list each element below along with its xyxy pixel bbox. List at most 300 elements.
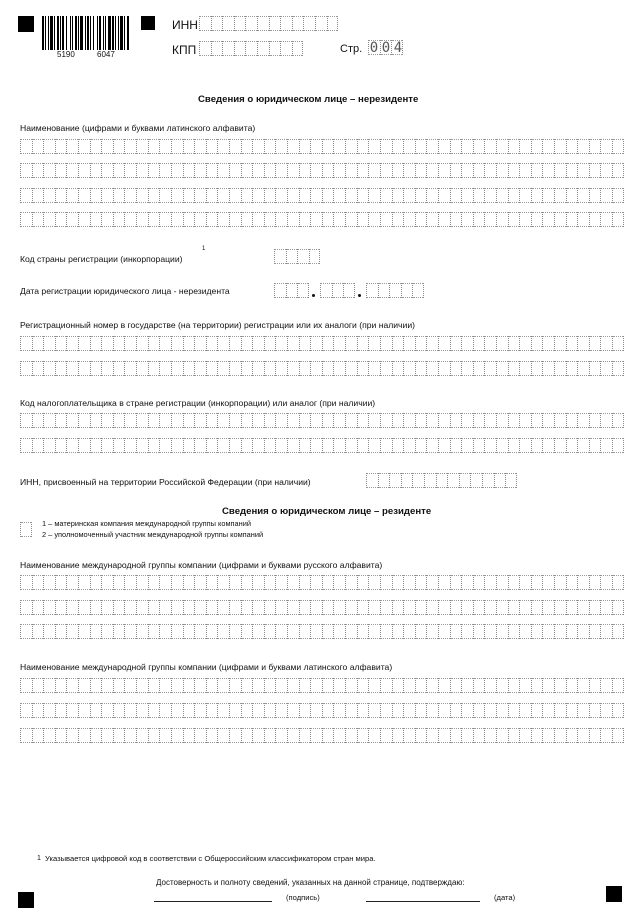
input-cell[interactable] xyxy=(461,438,473,453)
input-cell[interactable] xyxy=(322,624,334,639)
input-cell[interactable] xyxy=(217,413,229,428)
input-cell[interactable] xyxy=(519,438,531,453)
input-cell[interactable] xyxy=(206,575,218,590)
input-cell[interactable] xyxy=(368,728,380,743)
name-latin-row-3[interactable] xyxy=(20,188,624,203)
input-cell[interactable] xyxy=(252,163,264,178)
input-cell[interactable] xyxy=(55,139,67,154)
input-cell[interactable] xyxy=(600,361,612,376)
input-cell[interactable] xyxy=(66,212,78,227)
input-cell[interactable] xyxy=(275,575,287,590)
input-cell[interactable] xyxy=(380,624,392,639)
input-cell[interactable] xyxy=(183,624,195,639)
input-cell[interactable] xyxy=(90,678,102,693)
input-cell[interactable] xyxy=(124,600,136,615)
input-cell[interactable] xyxy=(183,728,195,743)
input-cell[interactable] xyxy=(32,139,44,154)
input-cell[interactable] xyxy=(310,703,322,718)
input-cell[interactable] xyxy=(229,336,241,351)
input-cell[interactable] xyxy=(20,139,32,154)
input-cell[interactable] xyxy=(496,413,508,428)
input-cell[interactable] xyxy=(310,361,322,376)
input-cell[interactable] xyxy=(136,728,148,743)
input-cell[interactable] xyxy=(589,188,601,203)
input-cell[interactable] xyxy=(612,728,624,743)
input-cell[interactable] xyxy=(496,438,508,453)
input-cell[interactable] xyxy=(392,413,404,428)
input-cell[interactable] xyxy=(392,703,404,718)
input-cell[interactable] xyxy=(589,139,601,154)
input-cell[interactable] xyxy=(484,139,496,154)
input-cell[interactable] xyxy=(484,624,496,639)
input-cell[interactable] xyxy=(566,600,578,615)
input-cell[interactable] xyxy=(217,163,229,178)
input-cell[interactable] xyxy=(392,575,404,590)
input-cell[interactable] xyxy=(101,413,113,428)
input-cell[interactable] xyxy=(531,413,543,428)
input-cell[interactable] xyxy=(217,624,229,639)
input-cell[interactable] xyxy=(299,728,311,743)
input-cell[interactable] xyxy=(333,438,345,453)
input-cell[interactable] xyxy=(392,438,404,453)
input-cell[interactable] xyxy=(554,212,566,227)
input-cell[interactable] xyxy=(426,188,438,203)
input-cell[interactable] xyxy=(496,336,508,351)
input-cell[interactable] xyxy=(66,139,78,154)
input-cell[interactable] xyxy=(519,624,531,639)
resident-type-field[interactable] xyxy=(20,522,32,537)
input-cell[interactable] xyxy=(32,438,44,453)
input-cell[interactable] xyxy=(124,163,136,178)
input-cell[interactable] xyxy=(519,139,531,154)
input-cell[interactable] xyxy=(136,212,148,227)
input-cell[interactable] xyxy=(124,361,136,376)
input-cell[interactable] xyxy=(322,438,334,453)
input-cell[interactable] xyxy=(148,624,160,639)
input-cell[interactable] xyxy=(20,624,32,639)
input-cell[interactable] xyxy=(43,678,55,693)
input-cell[interactable] xyxy=(333,703,345,718)
signature-line[interactable] xyxy=(154,901,272,902)
input-cell[interactable] xyxy=(297,249,309,264)
input-cell[interactable] xyxy=(171,413,183,428)
input-cell[interactable] xyxy=(217,703,229,718)
input-cell[interactable] xyxy=(415,139,427,154)
input-cell[interactable] xyxy=(66,361,78,376)
input-cell[interactable] xyxy=(78,336,90,351)
input-cell[interactable] xyxy=(496,139,508,154)
reg-date-month[interactable] xyxy=(320,283,355,298)
input-cell[interactable] xyxy=(299,336,311,351)
input-cell[interactable] xyxy=(287,575,299,590)
input-cell[interactable] xyxy=(461,336,473,351)
input-cell[interactable] xyxy=(171,703,183,718)
input-cell[interactable] xyxy=(78,163,90,178)
input-cell[interactable] xyxy=(438,361,450,376)
input-cell[interactable] xyxy=(55,163,67,178)
input-cell[interactable] xyxy=(461,413,473,428)
input-cell[interactable] xyxy=(450,212,462,227)
input-cell[interactable] xyxy=(206,188,218,203)
input-cell[interactable] xyxy=(322,703,334,718)
input-cell[interactable] xyxy=(473,139,485,154)
input-cell[interactable] xyxy=(484,413,496,428)
input-cell[interactable] xyxy=(482,473,494,488)
input-cell[interactable] xyxy=(333,336,345,351)
input-cell[interactable] xyxy=(577,600,589,615)
input-cell[interactable] xyxy=(380,728,392,743)
input-cell[interactable] xyxy=(90,624,102,639)
input-cell[interactable] xyxy=(310,212,322,227)
input-cell[interactable] xyxy=(473,336,485,351)
input-cell[interactable] xyxy=(368,438,380,453)
input-cell[interactable] xyxy=(101,163,113,178)
input-cell[interactable] xyxy=(159,728,171,743)
input-cell[interactable] xyxy=(473,728,485,743)
input-cell[interactable] xyxy=(55,600,67,615)
input-cell[interactable] xyxy=(287,413,299,428)
input-cell[interactable] xyxy=(368,163,380,178)
input-cell[interactable] xyxy=(241,703,253,718)
input-cell[interactable] xyxy=(280,41,292,56)
input-cell[interactable] xyxy=(252,575,264,590)
input-cell[interactable] xyxy=(183,678,195,693)
input-cell[interactable] xyxy=(589,413,601,428)
input-cell[interactable] xyxy=(426,438,438,453)
input-cell[interactable] xyxy=(368,600,380,615)
input-cell[interactable] xyxy=(113,139,125,154)
input-cell[interactable] xyxy=(333,728,345,743)
input-cell[interactable] xyxy=(531,624,543,639)
input-cell[interactable] xyxy=(148,575,160,590)
input-cell[interactable] xyxy=(450,600,462,615)
input-cell[interactable] xyxy=(159,139,171,154)
input-cell[interactable] xyxy=(566,212,578,227)
input-cell[interactable] xyxy=(148,361,160,376)
input-cell[interactable] xyxy=(55,728,67,743)
input-cell[interactable] xyxy=(438,600,450,615)
input-cell[interactable] xyxy=(206,728,218,743)
input-cell[interactable] xyxy=(589,575,601,590)
input-cell[interactable] xyxy=(322,413,334,428)
input-cell[interactable] xyxy=(217,336,229,351)
input-cell[interactable] xyxy=(241,575,253,590)
input-cell[interactable] xyxy=(357,728,369,743)
input-cell[interactable] xyxy=(473,438,485,453)
input-cell[interactable] xyxy=(531,212,543,227)
input-cell[interactable] xyxy=(90,212,102,227)
input-cell[interactable] xyxy=(494,473,506,488)
input-cell[interactable] xyxy=(380,438,392,453)
input-cell[interactable] xyxy=(554,703,566,718)
input-cell[interactable] xyxy=(345,361,357,376)
input-cell[interactable] xyxy=(415,336,427,351)
input-cell[interactable] xyxy=(345,575,357,590)
input-cell[interactable] xyxy=(600,624,612,639)
input-cell[interactable] xyxy=(55,361,67,376)
inn-rf-field[interactable] xyxy=(366,473,517,488)
input-cell[interactable] xyxy=(484,163,496,178)
input-cell[interactable] xyxy=(299,188,311,203)
input-cell[interactable] xyxy=(32,361,44,376)
input-cell[interactable] xyxy=(508,703,520,718)
input-cell[interactable] xyxy=(531,336,543,351)
input-cell[interactable] xyxy=(90,600,102,615)
input-cell[interactable] xyxy=(287,361,299,376)
input-cell[interactable] xyxy=(508,361,520,376)
input-cell[interactable] xyxy=(345,678,357,693)
input-cell[interactable] xyxy=(380,139,392,154)
input-cell[interactable] xyxy=(217,728,229,743)
input-cell[interactable] xyxy=(194,139,206,154)
input-cell[interactable] xyxy=(171,361,183,376)
input-cell[interactable] xyxy=(55,575,67,590)
input-cell[interactable] xyxy=(241,438,253,453)
input-cell[interactable] xyxy=(90,575,102,590)
reg-date-day[interactable] xyxy=(274,283,309,298)
input-cell[interactable] xyxy=(310,413,322,428)
input-cell[interactable] xyxy=(577,188,589,203)
input-cell[interactable] xyxy=(287,438,299,453)
input-cell[interactable] xyxy=(113,413,125,428)
input-cell[interactable] xyxy=(322,575,334,590)
input-cell[interactable] xyxy=(612,212,624,227)
input-cell[interactable] xyxy=(101,624,113,639)
input-cell[interactable] xyxy=(496,678,508,693)
input-cell[interactable] xyxy=(415,728,427,743)
input-cell[interactable] xyxy=(310,188,322,203)
input-cell[interactable] xyxy=(412,473,424,488)
input-cell[interactable] xyxy=(438,678,450,693)
input-cell[interactable] xyxy=(415,678,427,693)
input-cell[interactable] xyxy=(438,212,450,227)
input-cell[interactable] xyxy=(252,624,264,639)
input-cell[interactable] xyxy=(403,139,415,154)
input-cell[interactable] xyxy=(206,678,218,693)
input-cell[interactable] xyxy=(234,41,246,56)
input-cell[interactable] xyxy=(461,600,473,615)
input-cell[interactable] xyxy=(566,336,578,351)
input-cell[interactable] xyxy=(426,575,438,590)
input-cell[interactable] xyxy=(589,678,601,693)
input-cell[interactable] xyxy=(519,336,531,351)
input-cell[interactable] xyxy=(368,575,380,590)
input-cell[interactable] xyxy=(43,728,55,743)
input-cell[interactable] xyxy=(542,624,554,639)
input-cell[interactable] xyxy=(473,212,485,227)
input-cell[interactable] xyxy=(310,678,322,693)
input-cell[interactable] xyxy=(299,703,311,718)
input-cell[interactable] xyxy=(600,212,612,227)
input-cell[interactable] xyxy=(508,678,520,693)
input-cell[interactable] xyxy=(484,703,496,718)
input-cell[interactable] xyxy=(542,600,554,615)
input-cell[interactable] xyxy=(299,678,311,693)
input-cell[interactable] xyxy=(519,212,531,227)
input-cell[interactable] xyxy=(287,336,299,351)
input-cell[interactable] xyxy=(217,361,229,376)
input-cell[interactable] xyxy=(542,438,554,453)
input-cell[interactable] xyxy=(403,212,415,227)
input-cell[interactable] xyxy=(264,624,276,639)
input-cell[interactable] xyxy=(43,624,55,639)
input-cell[interactable] xyxy=(229,575,241,590)
input-cell[interactable] xyxy=(32,212,44,227)
input-cell[interactable] xyxy=(159,163,171,178)
input-cell[interactable] xyxy=(78,188,90,203)
input-cell[interactable] xyxy=(496,188,508,203)
input-cell[interactable] xyxy=(287,163,299,178)
input-cell[interactable] xyxy=(292,16,304,31)
input-cell[interactable] xyxy=(380,163,392,178)
input-cell[interactable] xyxy=(113,703,125,718)
input-cell[interactable] xyxy=(194,212,206,227)
input-cell[interactable] xyxy=(380,413,392,428)
input-cell[interactable] xyxy=(380,703,392,718)
input-cell[interactable] xyxy=(600,413,612,428)
input-cell[interactable] xyxy=(275,413,287,428)
input-cell[interactable] xyxy=(78,703,90,718)
input-cell[interactable] xyxy=(366,473,378,488)
input-cell[interactable] xyxy=(473,188,485,203)
input-cell[interactable] xyxy=(113,188,125,203)
input-cell[interactable] xyxy=(357,678,369,693)
input-cell[interactable] xyxy=(403,163,415,178)
input-cell[interactable] xyxy=(322,212,334,227)
input-cell[interactable] xyxy=(136,575,148,590)
input-cell[interactable] xyxy=(183,703,195,718)
input-cell[interactable] xyxy=(368,212,380,227)
input-cell[interactable] xyxy=(333,624,345,639)
input-cell[interactable] xyxy=(392,188,404,203)
input-cell[interactable] xyxy=(450,703,462,718)
input-cell[interactable] xyxy=(113,438,125,453)
input-cell[interactable] xyxy=(310,728,322,743)
input-cell[interactable] xyxy=(566,139,578,154)
input-cell[interactable] xyxy=(403,361,415,376)
input-cell[interactable] xyxy=(389,283,401,298)
group-name-ru-row-3[interactable] xyxy=(20,624,624,639)
input-cell[interactable] xyxy=(113,624,125,639)
input-cell[interactable] xyxy=(380,575,392,590)
group-name-ru-row-2[interactable] xyxy=(20,600,624,615)
input-cell[interactable] xyxy=(264,703,276,718)
input-cell[interactable] xyxy=(124,678,136,693)
input-cell[interactable] xyxy=(113,361,125,376)
input-cell[interactable] xyxy=(401,473,413,488)
input-cell[interactable] xyxy=(589,438,601,453)
input-cell[interactable] xyxy=(159,188,171,203)
input-cell[interactable] xyxy=(101,212,113,227)
input-cell[interactable] xyxy=(229,624,241,639)
input-cell[interactable] xyxy=(315,16,327,31)
input-cell[interactable] xyxy=(211,16,223,31)
input-cell[interactable] xyxy=(554,139,566,154)
input-cell[interactable] xyxy=(124,728,136,743)
input-cell[interactable] xyxy=(229,678,241,693)
input-cell[interactable] xyxy=(612,600,624,615)
input-cell[interactable] xyxy=(194,728,206,743)
group-name-lat-row-2[interactable] xyxy=(20,703,624,718)
input-cell[interactable] xyxy=(297,283,309,298)
input-cell[interactable] xyxy=(470,473,482,488)
input-cell[interactable] xyxy=(194,413,206,428)
input-cell[interactable] xyxy=(345,163,357,178)
input-cell[interactable] xyxy=(508,600,520,615)
input-cell[interactable] xyxy=(343,283,355,298)
input-cell[interactable] xyxy=(589,361,601,376)
input-cell[interactable] xyxy=(519,600,531,615)
input-cell[interactable] xyxy=(426,212,438,227)
input-cell[interactable] xyxy=(101,438,113,453)
input-cell[interactable] xyxy=(252,438,264,453)
input-cell[interactable] xyxy=(333,678,345,693)
input-cell[interactable] xyxy=(66,336,78,351)
input-cell[interactable] xyxy=(217,212,229,227)
input-cell[interactable] xyxy=(461,728,473,743)
input-cell[interactable] xyxy=(124,188,136,203)
input-cell[interactable] xyxy=(194,624,206,639)
input-cell[interactable] xyxy=(508,139,520,154)
input-cell[interactable] xyxy=(612,438,624,453)
input-cell[interactable] xyxy=(484,336,496,351)
input-cell[interactable] xyxy=(211,41,223,56)
input-cell[interactable] xyxy=(577,678,589,693)
input-cell[interactable] xyxy=(148,212,160,227)
input-cell[interactable] xyxy=(275,624,287,639)
input-cell[interactable] xyxy=(450,361,462,376)
input-cell[interactable] xyxy=(426,139,438,154)
input-cell[interactable] xyxy=(241,728,253,743)
input-cell[interactable] xyxy=(484,361,496,376)
input-cell[interactable] xyxy=(206,163,218,178)
input-cell[interactable] xyxy=(531,728,543,743)
input-cell[interactable] xyxy=(66,575,78,590)
input-cell[interactable] xyxy=(357,212,369,227)
input-cell[interactable] xyxy=(577,212,589,227)
input-cell[interactable] xyxy=(415,163,427,178)
input-cell[interactable] xyxy=(229,361,241,376)
input-cell[interactable] xyxy=(275,678,287,693)
input-cell[interactable] xyxy=(589,336,601,351)
input-cell[interactable] xyxy=(554,361,566,376)
input-cell[interactable] xyxy=(333,139,345,154)
input-cell[interactable] xyxy=(275,188,287,203)
input-cell[interactable] xyxy=(531,163,543,178)
input-cell[interactable] xyxy=(113,600,125,615)
input-cell[interactable] xyxy=(461,575,473,590)
input-cell[interactable] xyxy=(159,703,171,718)
input-cell[interactable] xyxy=(90,438,102,453)
input-cell[interactable] xyxy=(194,361,206,376)
input-cell[interactable] xyxy=(252,413,264,428)
input-cell[interactable] xyxy=(194,336,206,351)
input-cell[interactable] xyxy=(286,249,298,264)
input-cell[interactable] xyxy=(438,728,450,743)
input-cell[interactable] xyxy=(148,163,160,178)
input-cell[interactable] xyxy=(222,41,234,56)
input-cell[interactable] xyxy=(264,212,276,227)
input-cell[interactable] xyxy=(403,678,415,693)
input-cell[interactable] xyxy=(148,188,160,203)
input-cell[interactable] xyxy=(542,188,554,203)
input-cell[interactable] xyxy=(310,438,322,453)
input-cell[interactable] xyxy=(159,678,171,693)
input-cell[interactable] xyxy=(612,361,624,376)
input-cell[interactable] xyxy=(274,283,286,298)
input-cell[interactable] xyxy=(299,361,311,376)
input-cell[interactable] xyxy=(310,336,322,351)
